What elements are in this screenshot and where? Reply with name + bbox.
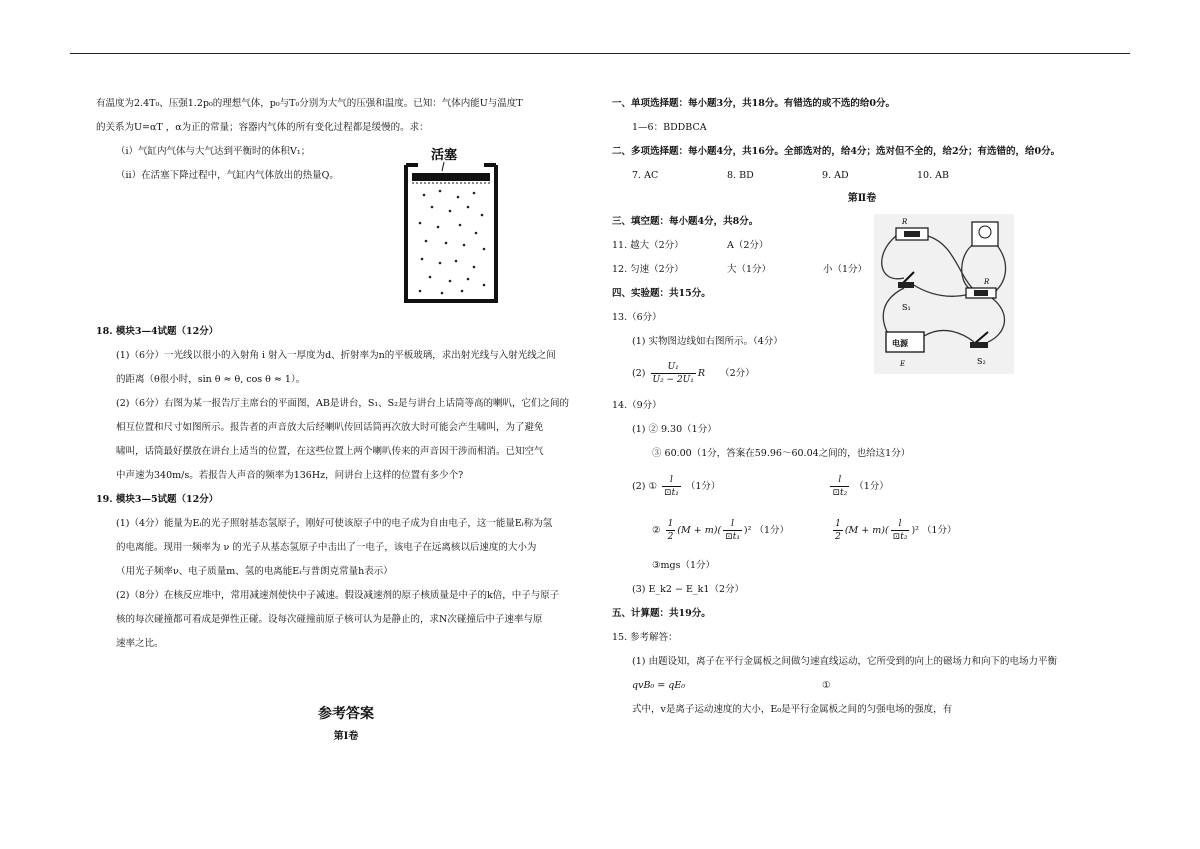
- left-column: [96, 92, 596, 748]
- answer-7: 7. AC: [632, 170, 659, 181]
- equation-number: ①: [822, 680, 831, 691]
- text-line: 核的每次碰撞都可看成是弹性正碰。设每次碰撞前原子核可认为是静止的，求N次碰撞后中子速率与原: [116, 614, 543, 625]
- denominator: ⊡t₁: [725, 532, 740, 542]
- section-heading-5: 五、计算题：共19分。: [612, 608, 711, 619]
- text-line: （ii）在活塞下降过程中，气缸内气体放出的热量Q。: [116, 170, 339, 181]
- section-heading-4: 四、实验题：共15分。: [612, 288, 711, 299]
- answer-12-b: 大（1分）: [727, 264, 772, 275]
- formula: )²: [743, 525, 752, 536]
- cylinder-figure: [404, 145, 500, 305]
- text-line: 有温度为2.4T₀、压强1.2p₀的理想气体，p₀与T₀分别为大气的压强和温度。已知：气体内能U与温度T: [96, 98, 523, 109]
- text-line: 啸叫，话筒最好摆放在讲台上适当的位置，在这些位置上两个喇叭传来的声音因干涉而相消。已知空气: [116, 446, 544, 457]
- text-line: （用光子频率ν、电子质量m、氢的电离能Eᵢ与普朗克常量h表示）: [116, 566, 393, 577]
- circuit-figure: [874, 214, 1014, 374]
- answer-8: 8. BD: [727, 170, 754, 181]
- denominator: 2: [667, 532, 674, 542]
- section-heading-1: 一、单项选择题：每小题3分，共18分。有错选的或不选的给0分。: [612, 98, 895, 109]
- answer-14: 14.（9分）: [612, 400, 662, 411]
- score: （2分）: [720, 368, 755, 379]
- volume-one-heading: 第Ⅰ卷: [333, 731, 359, 742]
- label-pointer: [442, 162, 444, 171]
- label-r-top: R: [902, 218, 908, 226]
- numerator: l: [891, 518, 910, 531]
- fraction-half: [666, 518, 676, 543]
- formula: (M + m)(: [677, 525, 722, 536]
- numerator: 1: [667, 519, 674, 529]
- figure-spacer: [96, 188, 596, 320]
- formula-r: R: [697, 368, 706, 379]
- numerator: U₁: [651, 361, 696, 374]
- answer-14-3: (3) E_k2 − E_k1（2分）: [632, 584, 744, 595]
- text-line: 的电离能。现用一频率为 ν 的光子从基态氢原子中击出了一电子，该电子在远离核以后速度的大小为: [116, 542, 537, 553]
- section-heading-3: 三、填空题：每小题4分，共8分。: [612, 216, 759, 227]
- label: (2) ①: [632, 481, 657, 492]
- answer-14-1b: ③ 60.00（1分，答案在59.96～60.04之间的，也给这1分）: [652, 448, 911, 459]
- equation: qvB₀ = qE₀: [632, 680, 686, 691]
- header-rule: [70, 53, 1130, 54]
- answer-15-eq: [612, 674, 1152, 698]
- right-column: [612, 92, 1152, 722]
- answer-12-c: 小（1分）: [823, 264, 868, 275]
- answer-11-b: A（2分）: [727, 240, 769, 251]
- score: （1分）: [921, 525, 957, 536]
- answer-10: 10. AB: [917, 170, 949, 181]
- denominator: ⊡t₂: [832, 488, 848, 498]
- label-battery: 电源: [892, 338, 908, 348]
- label: ②: [652, 525, 661, 536]
- fraction-l-t2: [830, 474, 849, 499]
- numerator: l: [830, 474, 849, 487]
- denominator: ⊡t₂: [892, 532, 908, 542]
- numerator: 1: [835, 519, 841, 529]
- text-line: 中声速为340m/s。若报告人声音的频率为136Hz，问讲台上这样的位置有多少个?: [116, 470, 464, 481]
- label-s2: S₂: [977, 357, 986, 366]
- answer-title: 参考答案: [318, 706, 374, 722]
- volume-two-heading: 第Ⅱ卷: [847, 193, 877, 204]
- text-line: (2)（6分）右图为某一报告厅主席台的平面图，AB是讲台，S₁、S₂是与讲台上话筒等高的喇叭，它们之间的: [116, 398, 569, 409]
- answer-12-a: 12. 匀速（2分）: [612, 264, 684, 275]
- answer-11-a: 11. 越大（2分）: [612, 240, 684, 251]
- question-heading-19: 19. 模块3—5试题（12分）: [96, 494, 219, 505]
- text-line: 相互位置和尺寸如图所示。报告者的声音放大后经喇叭传回话筒再次放大时可能会产生啸叫，为了避免: [116, 422, 544, 433]
- label-s1: S₁: [902, 303, 911, 312]
- label-r-mid: R: [984, 278, 990, 286]
- fraction-l-t1: [723, 518, 742, 543]
- multi-choice-answers: [612, 164, 1152, 188]
- answer-14-2b: [612, 508, 1152, 554]
- piston: [412, 173, 490, 181]
- text-line: 的距离（θ很小时，sin θ ≈ θ, cos θ ≈ 1）。: [116, 374, 306, 385]
- numerator: l: [662, 474, 681, 487]
- fraction-l-t2: [891, 518, 910, 543]
- answer-14-1: (1) ② 9.30（1分）: [632, 424, 717, 435]
- fraction-half: [833, 518, 843, 543]
- denominator: U₂ − 2U₁: [652, 375, 694, 385]
- text-line: (1)（4分）能量为Eᵢ的光子照射基态氢原子，刚好可使该原子中的电子成为自由电子，这一能量Eᵢ称为氢: [116, 518, 553, 529]
- fraction-l-t1: [662, 474, 681, 499]
- answer-14-2c: ③mgs（1分）: [652, 560, 716, 571]
- answer-15-2: 式中，v是离子运动速度的大小，E₀是平行金属板之间的匀强电场的强度，有: [632, 704, 953, 715]
- answer-13: 13.（6分）: [612, 312, 662, 323]
- answer-15-1: (1) 由题设知，离子在平行金属板之间做匀速直线运动，它所受到的向上的磁场力和向下的电场力平衡: [632, 656, 1057, 667]
- answer-13-1: (1) 实物图边线如右图所示。（4分）: [632, 336, 783, 347]
- gas-particles: [419, 190, 486, 295]
- text-line: 的关系为U=αT ，α为正的常量；容器内气体的所有变化过程都是缓慢的。求：: [96, 122, 429, 133]
- formula-fraction: [651, 361, 696, 386]
- section-heading-2: 二、多项选择题：每小题4分，共16分。全部选对的，给4分；选对但不全的，给2分；有选错的，给0分。: [612, 146, 1061, 157]
- label-e: E: [900, 360, 906, 368]
- answer-line: 1—6：BDDBCA: [632, 122, 707, 133]
- answer-9: 9. AD: [822, 170, 849, 181]
- formula: (M + m)(: [844, 525, 889, 536]
- question-heading-18: 18. 模块3—4试题（12分）: [96, 326, 219, 337]
- text-line: （i）气缸内气体与大气达到平衡时的体积V₁；: [116, 146, 311, 157]
- answer-15: 15. 参考解答：: [612, 632, 678, 643]
- denominator: 2: [835, 532, 841, 542]
- denominator: ⊡t₁: [664, 488, 679, 498]
- score: （1分）: [754, 525, 790, 536]
- formula: )²: [911, 525, 919, 536]
- piston-label: 活塞: [430, 148, 458, 163]
- score: （1分）: [685, 481, 721, 492]
- label: (2): [632, 368, 646, 379]
- text-line: (1)（6分）一光线以很小的入射角 i 射入一厚度为d、折射率为n的平板玻璃，求出射光线与入射光线之间: [116, 350, 556, 361]
- numerator: l: [723, 518, 742, 531]
- text-line: 速率之比。: [116, 638, 164, 649]
- text-line: (2)（8分）在核反应堆中，常用减速剂使快中子减速。假设减速剂的原子核质量是中子的k倍，中子与原子: [116, 590, 560, 601]
- score: （1分）: [854, 481, 889, 492]
- answer-14-2a: [612, 466, 1152, 508]
